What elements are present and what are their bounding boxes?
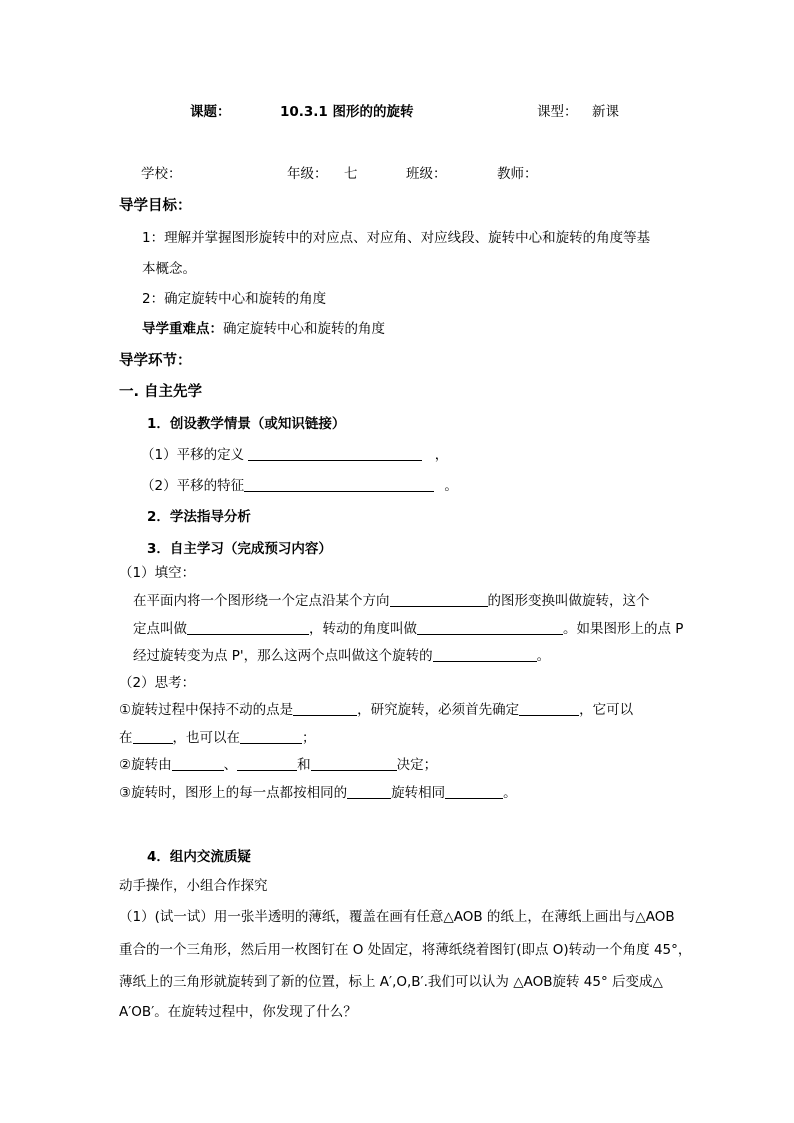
step-4: 4．组内交流质疑 [147, 849, 251, 865]
think-line-1-text-c: ，它可以 [579, 702, 634, 718]
teacher-label: 教师： [497, 166, 538, 182]
try-line-1: （1）(试一试）用一张半透明的薄纸，覆盖在画有任意△AOB 的纸上，在薄纸上画出与△AOB [119, 909, 675, 925]
think-blank-2[interactable] [519, 701, 579, 716]
topic-title: 10.3.1 图形的的旋转 [280, 104, 414, 120]
fill-line-2 [133, 619, 683, 639]
fill-line-2-text-a: 定点叫做 [133, 621, 187, 637]
fill-line-3 [133, 646, 550, 666]
grade-label: 年级： [287, 166, 328, 182]
think-blank-7[interactable] [311, 756, 397, 771]
fill-line-3-text-b: 。 [536, 648, 551, 664]
question-translation-definition [141, 445, 448, 465]
think-line-4-text-c: 。 [503, 785, 517, 801]
try-line-3: 薄纸上的三角形就旋转到了新的位置，标上 A′,O,B′.我们可以认为 △AOB旋转 45° 后变成△ [119, 974, 663, 990]
think-line-3-text-d: 决定； [396, 757, 438, 773]
fill-line-1-text-a: 在平面内将一个图形绕一个定点沿某个方向 [133, 593, 390, 609]
think-line-2-text-c: ； [302, 730, 316, 746]
translation-definition-blank[interactable] [248, 446, 422, 461]
think-line-1-text-a: ①旋转过程中保持不动的点是 [119, 702, 294, 718]
goal-item-1-line-2: 本概念。 [142, 261, 196, 277]
goals-heading: 导学目标： [119, 198, 192, 214]
fill-label: （1）填空： [119, 565, 196, 581]
translation-feature-label: （2）平移的特征 [141, 478, 245, 494]
key-points-text: 确定旋转中心和旋转的角度 [223, 321, 385, 337]
grade-value: 七 [344, 166, 358, 182]
think-blank-4[interactable] [240, 729, 302, 744]
school-label: 学校： [141, 166, 182, 182]
fill-line-2-text-b: ，转动的角度叫做 [309, 621, 417, 637]
fill-line-3-text-a: 经过旋转变为点 P'，那么这两个点叫做这个旋转的 [133, 648, 433, 664]
steps-heading: 导学环节： [119, 353, 192, 369]
think-line-2 [119, 728, 316, 748]
think-line-2-text-b: ，也可以在 [172, 730, 240, 746]
section-1-heading: 一. 自主先学 [119, 384, 203, 400]
question-translation-feature [141, 476, 458, 496]
lesson-type-value: 新课 [592, 104, 619, 120]
think-blank-6[interactable] [237, 756, 297, 771]
think-line-4-text-b: 旋转相同 [391, 785, 446, 801]
fill-line-1 [133, 591, 650, 611]
try-line-4: A′OB′。在旋转过程中，你发现了什么？ [119, 1004, 357, 1020]
think-blank-3[interactable] [133, 729, 173, 744]
class-label: 班级： [406, 166, 447, 182]
translation-definition-punct: ， [434, 447, 449, 463]
step-3 [147, 539, 332, 559]
fill-blank-1[interactable] [390, 592, 488, 607]
lesson-type-label: 课型： [537, 104, 578, 120]
think-line-1 [119, 700, 633, 720]
translation-feature-punct: 。 [444, 478, 458, 494]
key-points-label: 导学重难点： [142, 321, 223, 337]
think-line-2-text-a: 在 [119, 730, 133, 746]
fill-line-1-text-b: 的图形变换叫做旋转，这个 [487, 593, 650, 609]
think-line-1-text-b: ，研究旋转，必须首先确定 [357, 702, 520, 718]
think-line-3-text-c: 和 [297, 757, 311, 773]
translation-feature-blank[interactable] [244, 477, 434, 492]
fill-blank-4[interactable] [433, 647, 537, 662]
think-blank-8[interactable] [347, 784, 391, 799]
goal-item-2: 2：确定旋转中心和旋转的角度 [142, 291, 327, 307]
translation-definition-label: （1）平移的定义 [141, 447, 245, 463]
step-3-label: 3．自主学习（完成预习内容） [147, 541, 332, 557]
fill-blank-3[interactable] [417, 620, 563, 635]
try-line-2: 重合的一个三角形，然后用一枚图钉在 O 处固定，将薄纸绕着图钉(即点 O)转动一个角度 45°， [119, 942, 692, 958]
step-1: 1．创设教学情景（或知识链接） [147, 416, 346, 432]
think-blank-1[interactable] [293, 701, 357, 716]
think-line-3-text-b: 、 [223, 757, 238, 773]
key-points [142, 319, 385, 339]
think-blank-5[interactable] [172, 756, 224, 771]
think-line-3-text-a: ②旋转由 [119, 757, 172, 773]
goal-item-1-line-1: 1：理解并掌握图形旋转中的对应点、对应角、对应线段、旋转中心和旋转的角度等基 [142, 230, 651, 246]
think-line-4-text-a: ③旋转时，图形上的每一点都按相同的 [119, 785, 348, 801]
think-line-3 [119, 755, 437, 775]
think-line-4 [119, 783, 517, 803]
step-2: 2．学法指导分析 [147, 509, 251, 525]
activity-line: 动手操作，小组合作探究 [119, 878, 268, 894]
fill-line-2-text-c: 。如果图形上的点 P [563, 621, 684, 637]
topic-label: 课题： [190, 104, 231, 120]
think-blank-9[interactable] [445, 784, 503, 799]
think-label: （2）思考： [119, 675, 196, 691]
fill-blank-2[interactable] [187, 620, 309, 635]
